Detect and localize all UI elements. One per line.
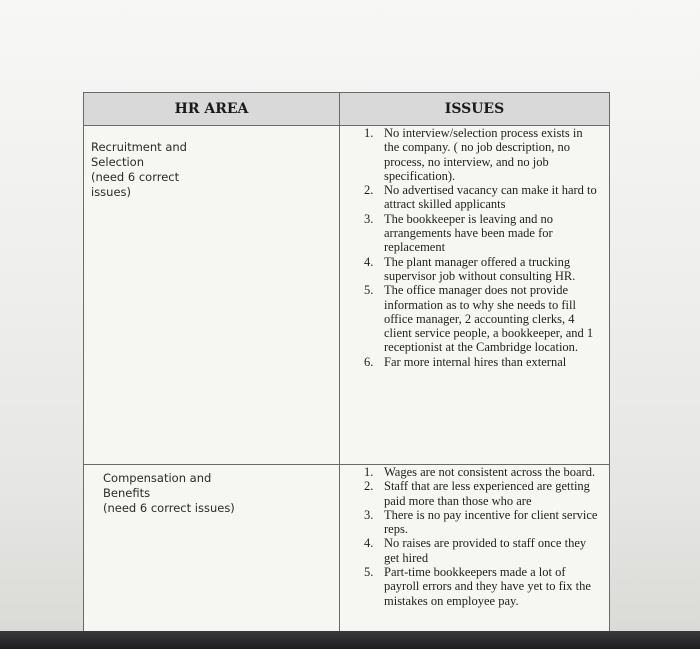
issue-item: 2. Staff that are less experienced are getting paid more than those who are <box>364 479 590 508</box>
monitor-bezel <box>0 631 700 649</box>
issue-item: 5. Part-time bookkeepers made a lot of payroll errors and they have yet to fix the mistakes on employee pay. <box>364 565 591 608</box>
area-label-recruitment: Recruitment and Selection (need 6 correct issues) <box>91 140 187 199</box>
table-header-row <box>84 93 610 126</box>
table-row-compensation <box>84 465 610 636</box>
area-label-compensation: Compensation and Benefits (need 6 correct issues) <box>103 471 235 515</box>
issue-item: 4. The plant manager offered a trucking supervisor job without consulting HR. <box>364 254 576 283</box>
issue-item: 6. Far more internal hires than external <box>364 354 567 369</box>
issue-item: 3. There is no pay incentive for client service reps. <box>364 507 598 537</box>
issue-item: 3. The bookkeeper is leaving and no arrangements have been made for replacement <box>364 211 554 255</box>
hr-issues-table <box>83 92 610 636</box>
header-issues: ISSUES <box>340 93 610 126</box>
area-cell <box>84 465 340 636</box>
issue-item: 5. The office manager does not provide information as to why she needs to fill office manager, 2 accounting clerks, 4 client service people, a bookkeeper, and 1 receptionist at the Cambridge location. <box>364 283 594 355</box>
issue-item: 1. Wages are not consistent across the board. <box>364 465 596 479</box>
issues-list-recruitment <box>340 126 609 369</box>
issue-item: 1. No interview/selection process exists in the company. ( no job description, no process, no interview, and no job specification). <box>364 126 583 183</box>
issue-item: 4. No raises are provided to staff once they get hired <box>364 536 587 565</box>
issues-list-compensation <box>340 465 609 608</box>
issue-item: 2. No advertised vacancy can make it hard to attract skilled applicants <box>364 183 597 212</box>
issues-cell <box>340 126 610 465</box>
issues-cell <box>340 465 610 636</box>
table-row-recruitment <box>84 126 610 465</box>
area-cell <box>84 126 340 465</box>
header-hr-area: HR AREA <box>84 93 340 126</box>
